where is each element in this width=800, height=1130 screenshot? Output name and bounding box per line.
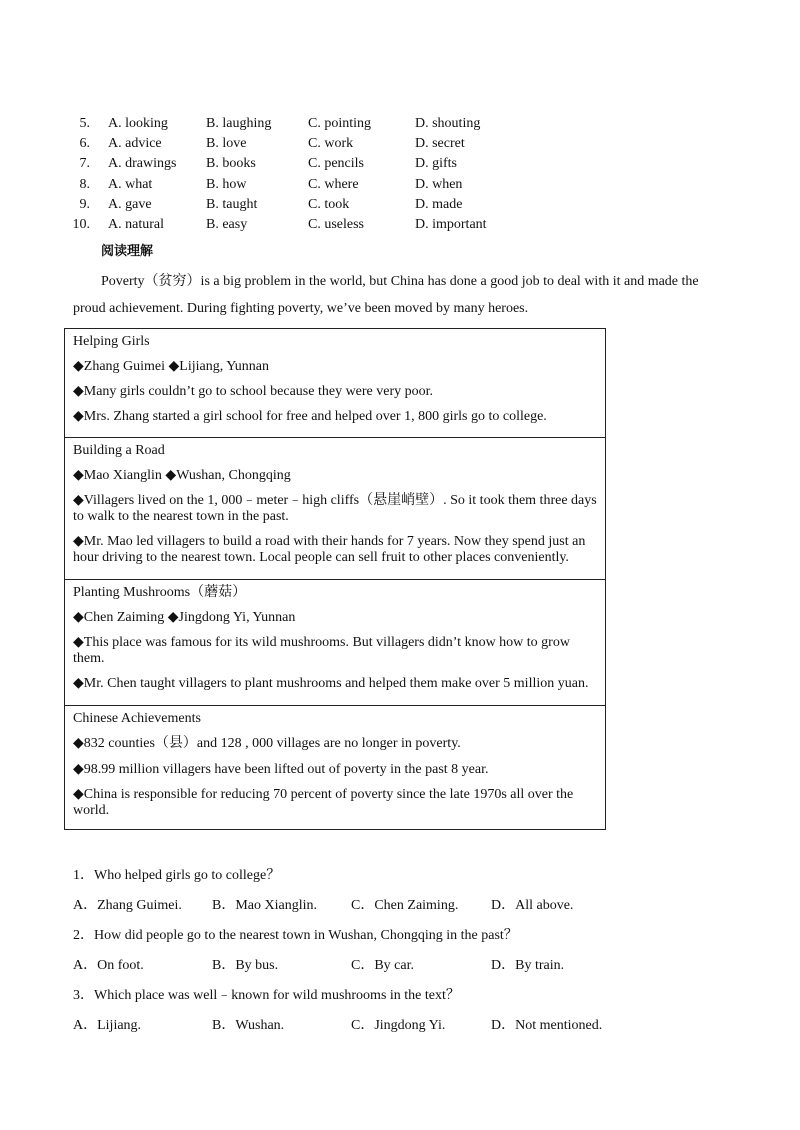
section-heading: 阅读理解 (101, 244, 154, 259)
option-d: D. gifts (415, 156, 457, 171)
option-d: D. when (415, 177, 463, 192)
info-table (64, 328, 606, 830)
cell-line: ◆832 counties（县）and 128 , 000 villages are no longer in poverty. (73, 736, 461, 751)
option-c: C. useless (308, 217, 364, 232)
cell-line: ◆Chen Zaiming ◆Jingdong Yi, Yunnan (73, 610, 296, 625)
option-d: D. made (415, 197, 463, 212)
option-d: D. secret (415, 136, 465, 151)
option-b: B. books (206, 156, 256, 171)
option-a: A. advice (108, 136, 162, 151)
cell-title: Helping Girls (73, 334, 150, 349)
answer-option: A．Zhang Guimei. (73, 898, 182, 913)
option-c: C. took (308, 197, 350, 212)
option-a: A. drawings (108, 156, 177, 171)
option-a: A. natural (108, 217, 164, 232)
option-a: A. looking (108, 116, 168, 131)
question-number: 5. (79, 116, 90, 131)
cell-line: ◆This place was famous for its wild mushrooms. But villagers didn’t know how to grow them. (73, 635, 570, 666)
answer-option: B．Wushan. (212, 1018, 285, 1033)
option-d: D. shouting (415, 116, 481, 131)
cell-line: ◆Many girls couldn’t go to school because they were very poor. (73, 384, 434, 399)
cell-line: ◆98.99 million villagers have been lifted out of poverty in the past 8 year. (73, 762, 489, 777)
option-c: C. where (308, 177, 359, 192)
cell-title: Planting Mushrooms（蘑菇） (73, 585, 247, 600)
cell-title: Chinese Achievements (73, 711, 201, 726)
question-number: 10. (72, 217, 90, 232)
option-c: C. pointing (308, 116, 372, 131)
option-b: B. taught (206, 197, 258, 212)
answer-option: D．All above. (491, 898, 574, 913)
table-cell-planting-mushrooms (65, 580, 605, 706)
option-b: B. how (206, 177, 247, 192)
cell-line: ◆Mao Xianglin ◆Wushan, Chongqing (73, 468, 291, 483)
answer-option: C．By car. (351, 958, 414, 973)
question-text: 1．Who helped girls go to college？ (73, 868, 281, 883)
question-number: 9. (79, 197, 90, 212)
cell-line: ◆Mr. Chen taught villagers to plant mushrooms and helped them make over 5 million yuan. (73, 676, 589, 691)
cell-line: ◆Mr. Mao led villagers to build a road with their hands for 7 years. Now they spend just an hour driving to the nearest town. Local people can sell fruit to other places conveniently. (73, 534, 586, 565)
cell-line: ◆China is responsible for reducing 70 percent of poverty since the late 1970s all over the world. (73, 787, 574, 818)
option-c: C. work (308, 136, 354, 151)
answer-option: D．By train. (491, 958, 565, 973)
option-a: A. what (108, 177, 153, 192)
table-cell-helping-girls (65, 329, 605, 438)
option-b: B. easy (206, 217, 248, 232)
option-b: B. laughing (206, 116, 272, 131)
option-d: D. important (415, 217, 487, 232)
question-text: 2．How did people go to the nearest town in Wushan, Chongqing in the past？ (73, 928, 518, 943)
cell-line: ◆Villagers lived on the 1, 000﹣meter﹣high cliffs（悬崖峭壁）. So it took them three days to walk to the nearest town in the past. (73, 493, 597, 524)
question-number: 8. (79, 177, 90, 192)
cell-line: ◆Zhang Guimei ◆Lijiang, Yunnan (73, 359, 269, 374)
cell-title: Building a Road (73, 443, 165, 458)
option-b: B. love (206, 136, 247, 151)
table-cell-building-road (65, 438, 605, 580)
intro-line-2: proud achievement. During fighting poverty, we’ve been moved by many heroes. (73, 301, 529, 316)
question-text: 3．Which place was well﹣known for wild mushrooms in the text？ (73, 988, 460, 1003)
answer-option: C．Jingdong Yi. (351, 1018, 446, 1033)
table-cell-chinese-achievements (65, 706, 605, 829)
answer-option: A．On foot. (73, 958, 144, 973)
option-a: A. gave (108, 197, 152, 212)
answer-option: B．By bus. (212, 958, 279, 973)
answer-option: D．Not mentioned. (491, 1018, 603, 1033)
cell-line: ◆Mrs. Zhang started a girl school for free and helped over 1, 800 girls go to college. (73, 409, 547, 424)
question-number: 7. (79, 156, 90, 171)
answer-option: B．Mao Xianglin. (212, 898, 317, 913)
option-c: C. pencils (308, 156, 364, 171)
intro-line-1: Poverty（贫穷）is a big problem in the world, but China has done a good job to deal with it and made the (101, 274, 699, 289)
question-number: 6. (79, 136, 90, 151)
answer-option: A．Lijiang. (73, 1018, 142, 1033)
answer-option: C．Chen Zaiming. (351, 898, 459, 913)
